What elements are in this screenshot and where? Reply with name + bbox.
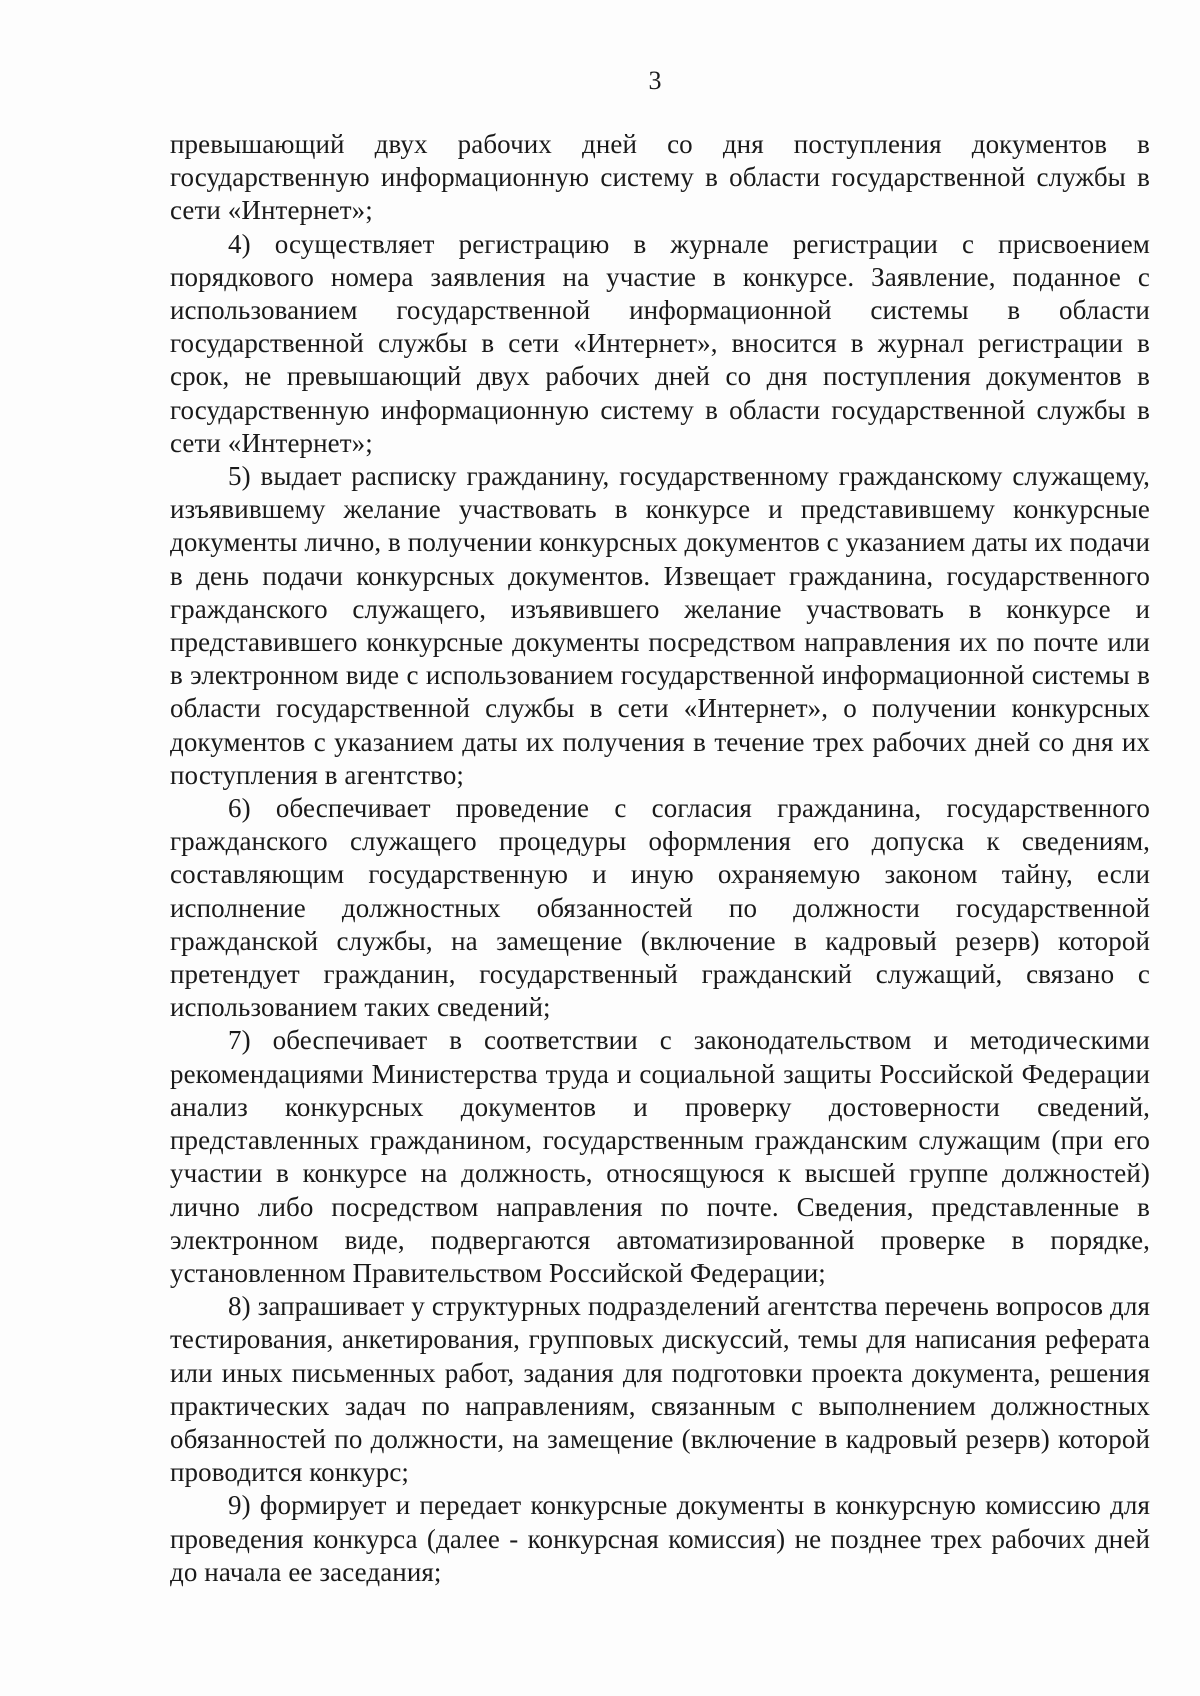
page-number: 3 bbox=[648, 66, 662, 95]
paragraph-item-9: 9) формирует и передает конкурсные документы в конкурсную комиссию для проведения конкурса (далее - конкурсная комиссия) не позднее трех рабочих дней до начала ее заседания; bbox=[170, 1490, 1150, 1587]
paragraph-item-8: 8) запрашивает у структурных подразделений агентства перечень вопросов для тестирования, анкетирования, групповых дискуссий, темы для написания реферата или иных письменных работ, задания для подготовки проекта документа, решения практических задач по направлениям, связанным с выполнением должностных обязанностей по должности, на замещение (включение в кадровый резерв) которой проводится конкурс; bbox=[170, 1291, 1150, 1488]
paragraph-item-5: 5) выдает расписку гражданину, государственному гражданскому служащему, изъявившему желание участвовать в конкурсе и представившему конкурсные документы лично, в получении конкурсных документов с указанием даты их подачи в день подачи конкурсных документов. Извещает гражданина, государственного гражданского служащего, изъявившего желание участвовать в конкурсе и представившего конкурсные документы посредством направления их по почте или в электронном виде с использованием государственной информационной системы в области государственной службы в сети «Интернет», о получении конкурсных документов с указанием даты их получения в течение трех рабочих дней со дня их поступления в агентство; bbox=[170, 461, 1150, 790]
paragraph-continuation: превышающий двух рабочих дней со дня поступления документов в государственную информационную систему в области государственной службы в сети «Интернет»; bbox=[170, 129, 1150, 226]
document-body bbox=[170, 128, 1150, 1589]
paragraph-item-6: 6) обеспечивает проведение с согласия гражданина, государственного гражданского служащего процедуры оформления его допуска к сведениям, составляющим государственную и иную охраняемую законом тайну, если исполнение должностных обязанностей по должности государственной гражданской службы, на замещение (включение в кадровый резерв) которой претендует гражданин, государственный гражданский служащий, связано с использованием таких сведений; bbox=[170, 793, 1150, 1023]
paragraph-item-4: 4) осуществляет регистрацию в журнале регистрации с присвоением порядкового номера заявления на участие в конкурсе. Заявление, поданное с использованием государственной информационной системы в области государственной службы в сети «Интернет», вносится в журнал регистрации в срок, не превышающий двух рабочих дней со дня поступления документов в государственную информационную систему в области государственной службы в сети «Интернет»; bbox=[170, 228, 1150, 458]
paragraph-item-7: 7) обеспечивает в соответствии с законодательством и методическими рекомендациями Министерства труда и социальной защиты Российской Федерации анализ конкурсных документов и проверку достоверности сведений, представленных гражданином, государственным гражданским служащим (при его участии в конкурсе на должность, относящуюся к высшей группе должностей) лично либо посредством направления по почте. Сведения, представленные в электронном виде, подвергаются автоматизированной проверке в порядке, установленном Правительством Российской Федерации; bbox=[170, 1025, 1150, 1288]
